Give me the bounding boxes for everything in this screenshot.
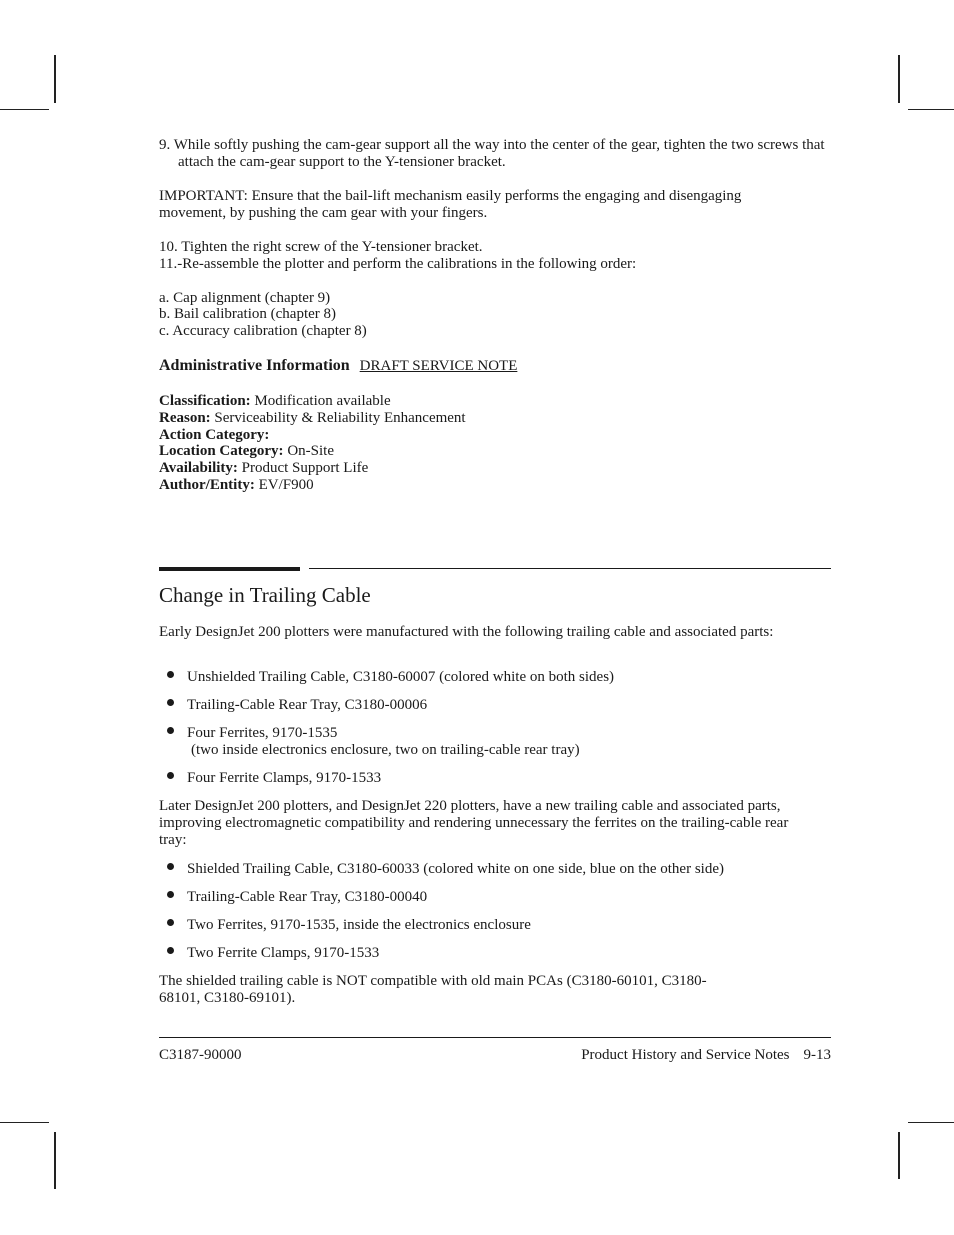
author-row xyxy=(159,477,314,494)
list-item xyxy=(167,725,580,759)
footer-part-number: C3187-90000 xyxy=(159,1047,242,1063)
list-item-text: Two Ferrite Clamps, 9170-1533 xyxy=(187,945,380,961)
list-item-text: Four Ferrites, 9170-1535 xyxy=(187,725,338,741)
step-9: 9. While softly pushing the cam-gear support all the way into the center of the gear, tighten the two screws that attach the cam-gear support to the Y-tensioner bracket. xyxy=(159,137,825,170)
list-item-text: Two Ferrites, 9170-1535, inside the electronics enclosure xyxy=(187,917,531,933)
calibration-b: b. Bail calibration (chapter 8) xyxy=(159,306,337,322)
bullet-icon xyxy=(167,863,174,870)
section-title: Change in Trailing Cable xyxy=(159,583,371,607)
admin-heading: Administrative Information xyxy=(159,357,350,374)
important-note: IMPORTANT: Ensure that the bail-lift mechanism easily performs the engaging and disengaging movement, by pushing the cam gear with your fingers. xyxy=(159,188,742,221)
bullet-icon xyxy=(167,891,174,898)
bullet-icon xyxy=(167,947,174,954)
compatibility-note: The shielded trailing cable is NOT compatible with old main PCAs (C3180-60101, C3180-68101, C3180-69101). xyxy=(159,973,707,1006)
bullet-icon xyxy=(167,699,174,706)
list-item-text: Unshielded Trailing Cable, C3180-60007 (colored white on both sides) xyxy=(187,669,615,685)
list-item-text: Shielded Trailing Cable, C3180-60033 (colored white on one side, blue on the other side) xyxy=(187,861,724,877)
classification-label: Classification: xyxy=(159,393,251,409)
location-category-label: Location Category: xyxy=(159,443,284,459)
step-10: 10. Tighten the right screw of the Y-tensioner bracket. xyxy=(159,239,483,255)
step-11: 11.-Re-assemble the plotter and perform the calibrations in the following order: xyxy=(159,256,637,272)
section-rule-thick xyxy=(159,567,300,571)
list-item-text: Trailing-Cable Rear Tray, C3180-00006 xyxy=(187,697,428,713)
author-value: EV/F900 xyxy=(254,477,314,493)
list-item xyxy=(167,889,427,906)
list-item xyxy=(167,861,724,878)
list-item xyxy=(167,917,531,934)
crop-mark xyxy=(0,1122,49,1123)
bullet-icon xyxy=(167,727,174,734)
crop-mark xyxy=(0,109,49,110)
crop-mark xyxy=(908,1122,954,1123)
footer-rule xyxy=(159,1037,831,1038)
author-label: Author/Entity: xyxy=(159,477,255,493)
footer-title: Product History and Service Notes xyxy=(581,1047,790,1063)
reason-row xyxy=(159,410,466,427)
list-item xyxy=(167,945,379,962)
list-item xyxy=(167,669,614,686)
crop-mark xyxy=(54,1132,56,1189)
footer-page-number: 9-13 xyxy=(803,1047,831,1063)
calibration-a: a. Cap alignment (chapter 9) xyxy=(159,290,331,306)
list-item xyxy=(167,697,427,714)
list-item-text: Four Ferrite Clamps, 9170-1533 xyxy=(187,770,382,786)
crop-mark xyxy=(908,109,954,110)
action-category-row xyxy=(159,427,269,444)
draft-service-note: DRAFT SERVICE NOTE xyxy=(359,358,518,374)
admin-heading-line xyxy=(159,357,517,375)
list-item-note: (two inside electronics enclosure, two on trailing-cable rear tray) xyxy=(191,742,580,758)
list-item-text: Trailing-Cable Rear Tray, C3180-00040 xyxy=(187,889,428,905)
bullet-icon xyxy=(167,919,174,926)
location-category-row xyxy=(159,443,334,460)
location-category-value: On-Site xyxy=(283,443,334,459)
footer-title-page xyxy=(581,1047,831,1064)
classification-value: Modification available xyxy=(250,393,391,409)
section-intro: Early DesignJet 200 plotters were manufactured with the following trailing cable and associated parts: xyxy=(159,624,774,640)
bullet-icon xyxy=(167,671,174,678)
action-category-label: Action Category: xyxy=(159,427,270,443)
reason-value: Serviceability & Reliability Enhancement xyxy=(210,410,466,426)
crop-mark xyxy=(898,55,900,103)
classification-row xyxy=(159,393,391,410)
crop-mark xyxy=(54,55,56,103)
section-rule-thin xyxy=(309,568,831,569)
list-item xyxy=(167,770,381,787)
availability-label: Availability: xyxy=(159,460,238,476)
crop-mark xyxy=(898,1132,900,1179)
availability-row xyxy=(159,460,368,477)
availability-value: Product Support Life xyxy=(237,460,369,476)
later-intro: Later DesignJet 200 plotters, and DesignJet 220 plotters, have a new trailing cable and associated parts, improving electromagnetic compatibility and rendering unnecessary the ferrites on the trailing-cable rear tray: xyxy=(159,798,789,848)
bullet-icon xyxy=(167,772,174,779)
calibration-c: c. Accuracy calibration (chapter 8) xyxy=(159,323,367,339)
reason-label: Reason: xyxy=(159,410,211,426)
